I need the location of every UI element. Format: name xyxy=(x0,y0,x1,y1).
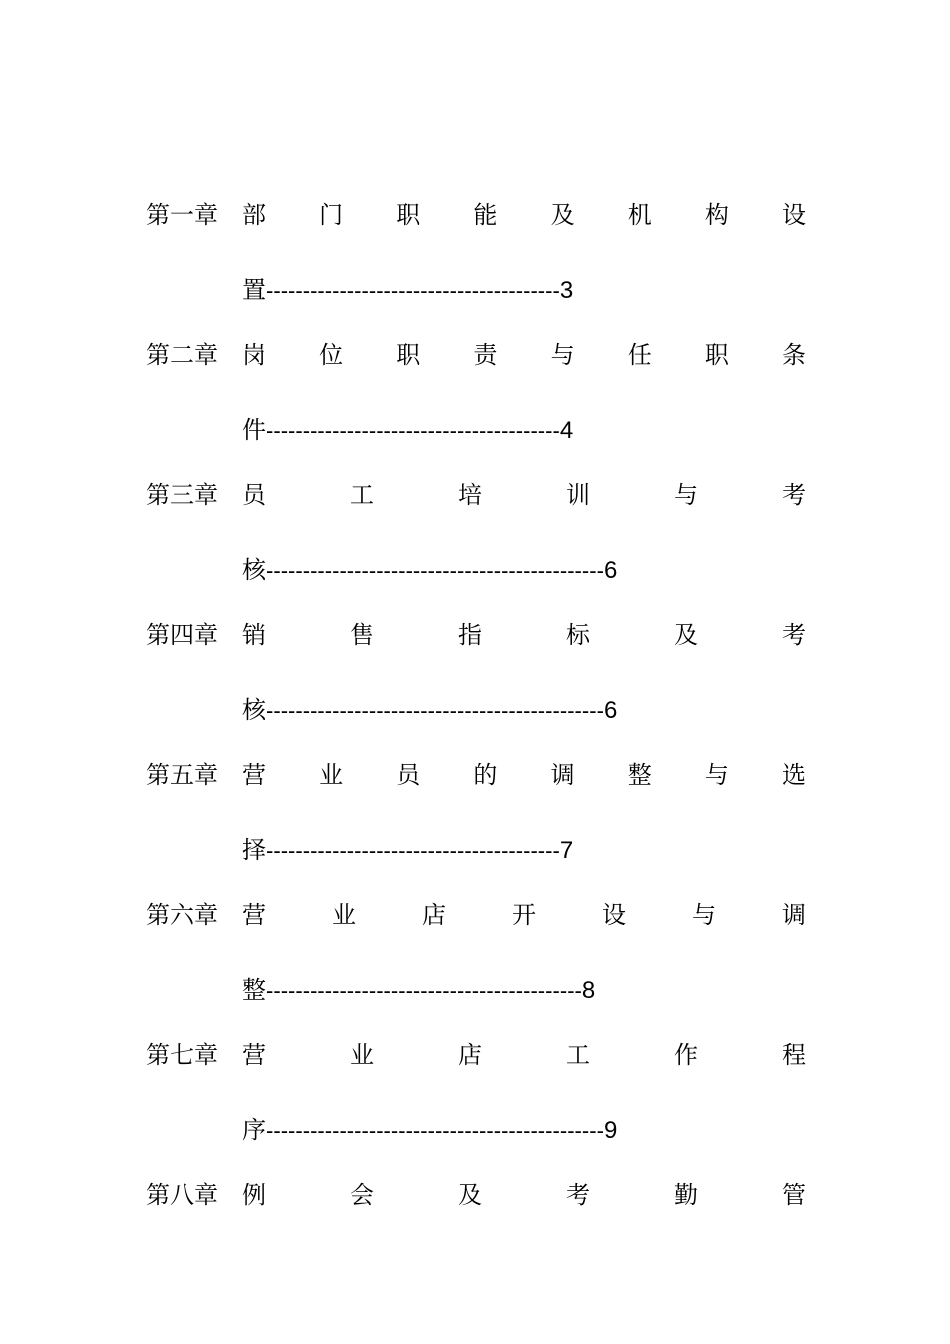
toc-continuation-line xyxy=(242,975,595,1006)
toc-chapter-label: 第六章 xyxy=(146,901,218,929)
toc-entry xyxy=(146,1180,806,1320)
toc-title-char: 售 xyxy=(350,621,374,649)
toc-chapter-label: 第八章 xyxy=(146,1181,218,1209)
toc-title-char: 与 xyxy=(550,341,575,369)
toc-title-char: 的 xyxy=(473,761,498,789)
toc-entry xyxy=(146,1040,806,1180)
toc-title-char: 设 xyxy=(781,201,806,229)
toc-title-char: 选 xyxy=(781,761,806,789)
toc-page-number: 4 xyxy=(559,417,574,444)
toc-continuation-line xyxy=(242,695,617,726)
toc-page-number: 8 xyxy=(581,977,596,1004)
toc-title-char: 训 xyxy=(566,481,590,509)
toc-chapter-label: 第三章 xyxy=(146,481,218,509)
toc-title-char: 调 xyxy=(782,901,806,929)
toc-title-char: 及 xyxy=(458,1181,482,1209)
toc-title-char: 责 xyxy=(473,341,498,369)
toc-title-char: 岗 xyxy=(242,341,266,369)
toc-dot-leader: ---------------------------------------------- xyxy=(266,1118,604,1143)
toc-dot-leader: ---------------------------------------- xyxy=(266,418,560,443)
toc-title-line xyxy=(242,1180,806,1210)
toc-title-last-char: 件 xyxy=(242,416,266,444)
toc-title-char: 考 xyxy=(566,1181,590,1209)
toc-title-char: 业 xyxy=(319,761,344,789)
toc-page-number: 6 xyxy=(603,557,618,584)
toc-title-char: 业 xyxy=(350,1041,374,1069)
toc-title-char: 构 xyxy=(704,201,729,229)
toc-page-number: 9 xyxy=(603,1117,618,1144)
toc-title-char: 整 xyxy=(627,761,652,789)
toc-title-char: 及 xyxy=(674,621,698,649)
toc-chapter-label: 第四章 xyxy=(146,621,218,649)
toc-title-char: 开 xyxy=(512,901,536,929)
toc-title-char: 员 xyxy=(242,481,266,509)
toc-title-char: 例 xyxy=(242,1181,266,1209)
toc-title-char: 任 xyxy=(627,341,652,369)
toc-continuation-line xyxy=(242,835,573,866)
toc-title-char: 管 xyxy=(782,1181,806,1209)
toc-title-char: 标 xyxy=(566,621,590,649)
toc-title-line xyxy=(242,480,806,510)
toc-continuation-line xyxy=(242,415,573,446)
toc-title-char: 职 xyxy=(396,341,421,369)
toc-title-char: 职 xyxy=(396,201,421,229)
toc-chapter-label: 第一章 xyxy=(146,201,218,229)
toc-title-char: 与 xyxy=(692,901,716,929)
toc-title-line xyxy=(242,760,806,790)
toc-title-char: 能 xyxy=(473,201,498,229)
toc-continuation-line xyxy=(242,275,573,306)
toc-title-char: 门 xyxy=(319,201,344,229)
toc-title-char: 设 xyxy=(602,901,626,929)
toc-title-last-char: 序 xyxy=(242,1116,266,1144)
toc-chapter-label: 第七章 xyxy=(146,1041,218,1069)
toc-title-char: 员 xyxy=(396,761,421,789)
toc-title-char: 销 xyxy=(242,621,266,649)
toc-title-char: 职 xyxy=(704,341,729,369)
toc-dot-leader: ---------------------------------------- xyxy=(266,838,560,863)
toc-title-last-char: 核 xyxy=(242,696,266,724)
toc-title-char: 培 xyxy=(458,481,482,509)
toc-title-char: 工 xyxy=(566,1041,590,1069)
toc-page-number: 3 xyxy=(559,277,574,304)
toc-title-line xyxy=(242,620,806,650)
toc-chapter-label: 第二章 xyxy=(146,341,218,369)
toc-title-last-char: 择 xyxy=(242,836,266,864)
toc-title-char: 指 xyxy=(458,621,482,649)
toc-title-char: 与 xyxy=(704,761,729,789)
toc-entry xyxy=(146,200,806,340)
toc-page-number: 6 xyxy=(603,697,618,724)
toc-continuation-line xyxy=(242,555,617,586)
toc-title-char: 店 xyxy=(422,901,446,929)
toc-continuation-line xyxy=(242,1115,617,1146)
toc-title-last-char: 整 xyxy=(242,976,266,1004)
toc-title-char: 机 xyxy=(627,201,652,229)
toc-title-char: 及 xyxy=(550,201,575,229)
toc-title-line xyxy=(242,200,806,230)
toc-entry xyxy=(146,900,806,1040)
toc-title-char: 工 xyxy=(350,481,374,509)
toc-dot-leader: ---------------------------------------------- xyxy=(266,698,604,723)
toc-title-char: 业 xyxy=(332,901,356,929)
toc-title-char: 程 xyxy=(782,1041,806,1069)
toc-dot-leader: ---------------------------------------- xyxy=(266,278,560,303)
toc-title-char: 考 xyxy=(782,621,806,649)
toc-title-line xyxy=(242,1040,806,1070)
toc-title-char: 营 xyxy=(242,761,266,789)
toc-title-char: 调 xyxy=(550,761,575,789)
toc-entry xyxy=(146,480,806,620)
toc-title-last-char: 核 xyxy=(242,556,266,584)
toc-title-char: 营 xyxy=(242,901,266,929)
toc-chapter-label: 第五章 xyxy=(146,761,218,789)
toc-page-number: 7 xyxy=(559,837,574,864)
toc-title-char: 勤 xyxy=(674,1181,698,1209)
toc-title-line xyxy=(242,340,806,370)
toc-entry xyxy=(146,620,806,760)
toc-title-line xyxy=(242,900,806,930)
toc-title-char: 位 xyxy=(319,341,344,369)
toc-dot-leader: ---------------------------------------------- xyxy=(266,558,604,583)
toc-dot-leader: ------------------------------------------- xyxy=(266,978,582,1003)
toc-title-char: 部 xyxy=(242,201,266,229)
toc-title-last-char: 置 xyxy=(242,276,266,304)
toc-title-char: 会 xyxy=(350,1181,374,1209)
toc-title-char: 店 xyxy=(458,1041,482,1069)
toc-entry xyxy=(146,340,806,480)
toc-title-char: 营 xyxy=(242,1041,266,1069)
toc-title-char: 与 xyxy=(674,481,698,509)
toc-title-char: 考 xyxy=(782,481,806,509)
toc-title-char: 作 xyxy=(674,1041,698,1069)
toc-entry xyxy=(146,760,806,900)
toc-title-char: 条 xyxy=(781,341,806,369)
